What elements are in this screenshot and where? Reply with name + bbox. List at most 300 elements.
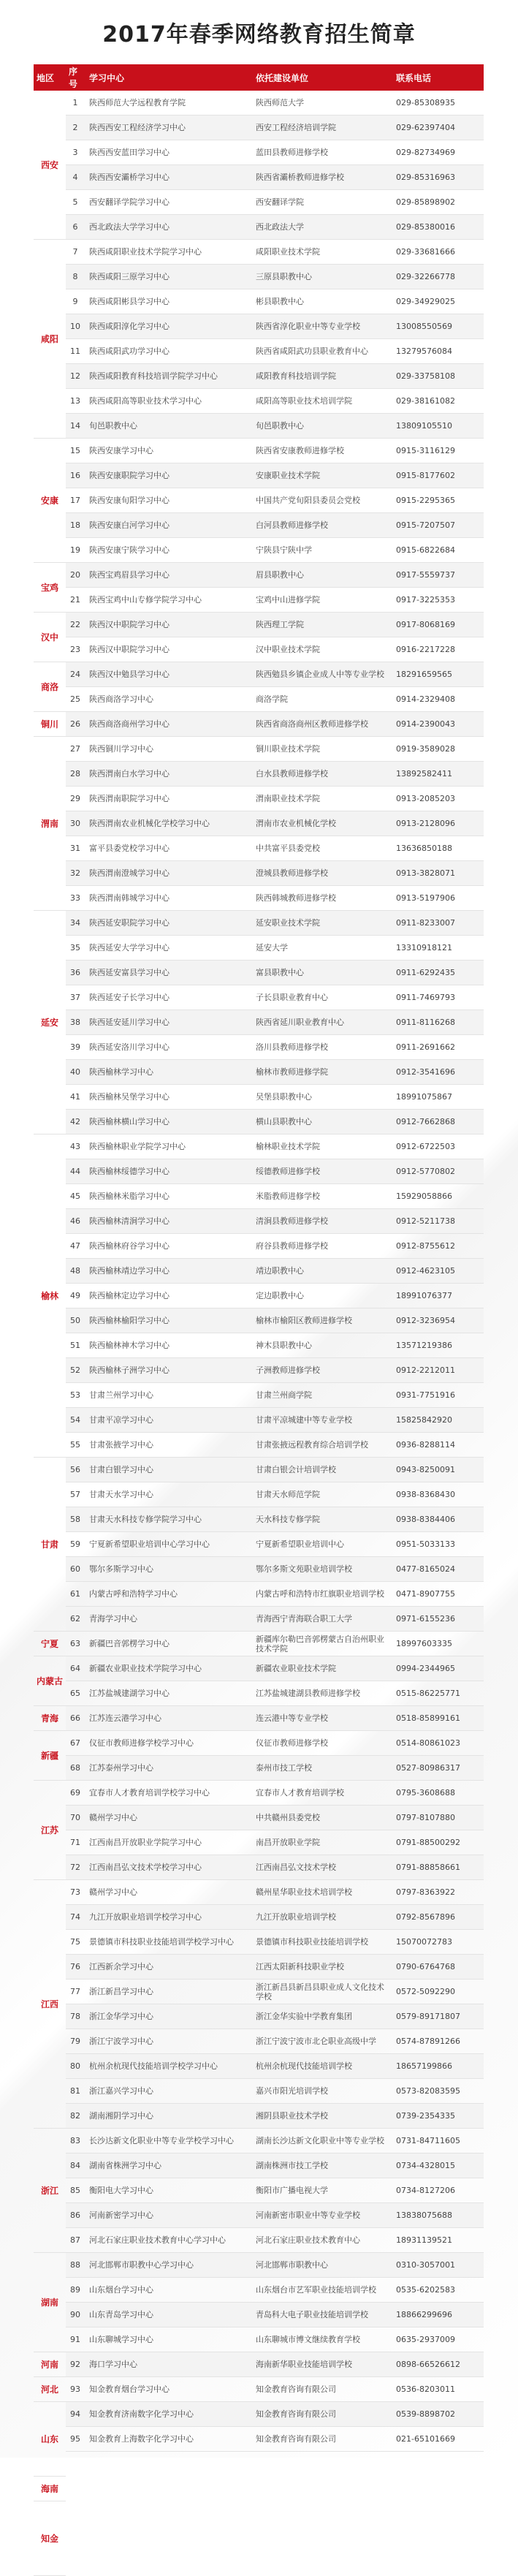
host-unit: 陕西省商洛商州区教师进修学校 [256, 719, 368, 729]
row-number: 45 [70, 1192, 80, 1201]
center-name: 陕西渭南职院学习中心 [89, 794, 170, 803]
row-number: 13 [70, 396, 80, 406]
phone-number: 18866299696 [396, 2310, 452, 2319]
header-no: 序号 [69, 67, 78, 89]
center-name: 陕西汉中职院学习中心 [89, 620, 170, 629]
row-number: 42 [70, 1117, 80, 1126]
phone-number: 0573-82083595 [396, 2086, 460, 2096]
center-name: 陕西榆林横山学习中心 [89, 1117, 170, 1126]
phone-number: 0915-3116129 [396, 446, 455, 455]
row-number: 44 [70, 1167, 80, 1176]
host-unit: 延安职业技术学院 [256, 918, 320, 928]
center-name: 江西新余学习中心 [89, 1962, 153, 1971]
table-row [66, 389, 484, 414]
phone-number: 0739-2354335 [396, 2111, 455, 2121]
center-name: 陕西榆林定边学习中心 [89, 1291, 170, 1300]
host-unit: 澄城县教师进修学校 [256, 868, 328, 878]
center-name: 甘肃兰州学习中心 [89, 1390, 153, 1400]
row-number: 47 [70, 1241, 80, 1251]
phone-number: 15929058866 [396, 1192, 452, 1201]
host-unit: 天水科技专修学院 [256, 1515, 320, 1524]
table-row [66, 2153, 484, 2178]
phone-number: 0579-89171807 [396, 2012, 460, 2021]
phone-number: 0936-8288114 [396, 1440, 455, 1450]
host-unit: 榆林市教师进修学院 [256, 1067, 328, 1077]
row-number: 43 [70, 1142, 80, 1151]
table-row [66, 414, 484, 439]
center-name: 浙江金华学习中心 [89, 2012, 153, 2021]
host-unit: 嘉兴市阳光培训学校 [256, 2086, 328, 2096]
center-name: 旬邑职教中心 [89, 421, 137, 431]
center-name: 陕西咸阳彬县学习中心 [89, 297, 170, 306]
table-row [66, 613, 484, 637]
phone-number: 0912-5770802 [396, 1167, 455, 1176]
table-row [66, 687, 484, 712]
center-name: 浙江嘉兴学习中心 [89, 2086, 153, 2096]
host-unit: 横山县职教中心 [256, 1117, 312, 1126]
header-phone: 联系电话 [396, 72, 432, 83]
center-name: 浙江新昌学习中心 [89, 1987, 153, 1996]
region-cell: 铜川 [34, 712, 66, 737]
row-number: 38 [70, 1018, 80, 1027]
row-number: 91 [70, 2335, 80, 2344]
host-unit: 洛川县教师进修学校 [256, 1042, 328, 1052]
row-number: 85 [70, 2186, 80, 2195]
center-name: 九江开放职业培训学校学习中心 [89, 1912, 202, 1922]
phone-number: 0911-7469793 [396, 993, 455, 1002]
host-unit: 陕西省淳化职业中等专业学校 [256, 322, 360, 331]
table-row [66, 836, 484, 861]
row-number: 16 [70, 471, 80, 480]
table-row [66, 2004, 484, 2029]
table-row [66, 737, 484, 762]
table-row [66, 787, 484, 811]
row-number: 71 [70, 1838, 80, 1847]
region-cell: 宁夏 [34, 1632, 66, 1656]
host-unit: 陕西省安康教师进修学校 [256, 446, 344, 455]
host-unit: 商洛学院 [256, 694, 288, 704]
table-row [66, 1756, 484, 1781]
host-unit: 眉县职教中心 [256, 570, 304, 580]
phone-number: 0917-3225353 [396, 595, 455, 605]
table-row [66, 1035, 484, 1060]
host-unit: 青岛科大电子职业技能培训学校 [256, 2310, 368, 2319]
phone-number: 029-82734969 [396, 148, 455, 157]
center-name: 陕西商洛学习中心 [89, 694, 153, 704]
row-number: 1 [72, 98, 78, 107]
row-number: 24 [70, 670, 80, 679]
table-row [66, 1010, 484, 1035]
table-row [66, 1159, 484, 1184]
host-unit: 陕西理工学院 [256, 620, 304, 629]
row-number: 9 [72, 297, 78, 306]
center-name: 陕西咸阳职业技术学院学习中心 [89, 247, 202, 257]
row-number: 82 [70, 2111, 80, 2121]
region-cell: 甘肃 [34, 1458, 66, 1632]
row-number: 81 [70, 2086, 80, 2096]
row-number: 52 [70, 1365, 80, 1375]
table-row [66, 289, 484, 314]
host-unit: 新疆库尔勒巴音郭楞蒙古自治州职业技术学院 [256, 1634, 384, 1653]
table-row [66, 1308, 484, 1333]
phone-number: 0914-2329408 [396, 694, 455, 704]
row-number: 55 [70, 1440, 80, 1450]
host-unit: 湖南长沙达新文化职业中等专业学校 [256, 2136, 384, 2145]
table-row [66, 1781, 484, 1806]
center-name: 甘肃天水科技专修学院学习中心 [89, 1515, 202, 1524]
host-unit: 汉中职业技术学院 [256, 645, 320, 654]
row-number: 53 [70, 1390, 80, 1400]
table-row [66, 2203, 484, 2228]
center-name: 陕西榆林靖边学习中心 [89, 1266, 170, 1276]
center-name: 陕西汉中勉县学习中心 [89, 670, 170, 679]
phone-number: 13279576084 [396, 346, 452, 356]
phone-number: 0527-80986317 [396, 1763, 460, 1773]
table-row [66, 2352, 484, 2377]
host-unit: 新疆农业职业技术学院 [256, 1664, 336, 1673]
phone-number: 021-65101669 [396, 2434, 455, 2444]
center-name: 陕西安康职院学习中心 [89, 471, 170, 480]
row-number: 51 [70, 1341, 80, 1350]
center-name: 知金教育烟台学习中心 [89, 2384, 170, 2394]
row-number: 33 [70, 893, 80, 903]
row-number: 2 [72, 123, 78, 132]
row-number: 87 [70, 2235, 80, 2245]
phone-number: 0913-5197906 [396, 893, 455, 903]
phone-number: 0931-7751916 [396, 1390, 455, 1400]
table-row [66, 1830, 484, 1855]
row-number: 17 [70, 496, 80, 505]
host-unit: 内蒙古呼和浩特市红旗职业培训学校 [256, 1589, 384, 1599]
table-row [66, 513, 484, 538]
phone-number: 13838075688 [396, 2211, 452, 2220]
center-name: 宁夏新希望职业培训中心学习中心 [89, 1539, 210, 1549]
center-name: 衡阳电大学习中心 [89, 2186, 153, 2195]
center-name: 陕西咸阳教育科技培训学院学习中心 [89, 371, 218, 381]
center-name: 内蒙古呼和浩特学习中心 [89, 1589, 178, 1599]
row-number: 88 [70, 2260, 80, 2270]
phone-number: 0912-3236954 [396, 1316, 455, 1325]
table-row [66, 961, 484, 985]
host-unit: 咸阳职业技术学院 [256, 247, 320, 257]
phone-number: 15070072783 [396, 1937, 452, 1947]
host-unit: 子洲教师进修学校 [256, 1365, 320, 1375]
row-number: 61 [70, 1589, 80, 1599]
host-unit: 海南新华职业技能培训学校 [256, 2360, 352, 2369]
phone-number: 029-62397404 [396, 123, 455, 132]
row-number: 8 [72, 272, 78, 281]
phone-number: 029-32266778 [396, 272, 455, 281]
host-unit: 三原县职教中心 [256, 272, 312, 281]
host-unit: 西安翻译学院 [256, 197, 304, 207]
host-unit: 渭南职业技术学院 [256, 794, 320, 803]
row-number: 29 [70, 794, 80, 803]
row-number: 28 [70, 769, 80, 779]
phone-number: 0791-88858661 [396, 1863, 460, 1872]
center-name: 陕西渭南澄城学习中心 [89, 868, 170, 878]
phone-number: 0535-6202583 [396, 2285, 455, 2295]
host-unit: 府谷县教师进修学校 [256, 1241, 328, 1251]
phone-number: 0310-3057001 [396, 2260, 455, 2270]
table-row [66, 1184, 484, 1209]
region-cell: 河北 [34, 2377, 66, 2402]
center-name: 鄂尔多斯学习中心 [89, 1564, 153, 1574]
host-unit: 知金教育咨询有限公司 [256, 2409, 336, 2419]
table-row [66, 91, 484, 115]
phone-number: 0911-2691662 [396, 1042, 455, 1052]
host-unit: 陕西勉县乡镇企业成人中等专业学校 [256, 670, 384, 679]
table-body [34, 91, 484, 2576]
host-unit: 江西太阳新科技职业学校 [256, 1962, 344, 1971]
center-name: 甘肃平凉学习中心 [89, 1415, 153, 1425]
host-unit: 神木县职教中心 [256, 1341, 312, 1350]
table-row [66, 1433, 484, 1458]
row-number: 10 [70, 322, 80, 331]
phone-number: 13571219386 [396, 1341, 452, 1350]
center-name: 陕西延安大学学习中心 [89, 943, 170, 952]
host-unit: 连云港中等专业学校 [256, 1713, 328, 1723]
table-row [66, 1482, 484, 1507]
center-name: 陕西渭南韩城学习中心 [89, 893, 170, 903]
region-cell: 安康 [34, 439, 66, 563]
table-row [66, 662, 484, 687]
region-cell: 渭南 [34, 737, 66, 911]
table-row [66, 1259, 484, 1284]
host-unit: 清涧县教师进修学校 [256, 1216, 328, 1226]
region-cell: 西安 [34, 91, 66, 240]
phone-number: 0951-5033133 [396, 1539, 455, 1549]
host-unit: 子长县职业教育中心 [256, 993, 328, 1002]
center-name: 仪征市教师进修学校学习中心 [89, 1738, 194, 1748]
phone-number: 0731-84711605 [396, 2136, 460, 2145]
row-number: 49 [70, 1291, 80, 1300]
host-unit: 铜川职业技术学院 [256, 744, 320, 754]
phone-number: 0795-3608688 [396, 1788, 455, 1797]
table-row [66, 1731, 484, 1756]
table-row [66, 2029, 484, 2054]
region-cell: 江苏 [34, 1781, 66, 1880]
row-number: 25 [70, 694, 80, 704]
phone-number: 029-38161082 [396, 396, 455, 406]
host-unit: 宁陕县宁陕中学 [256, 545, 312, 555]
table-row [66, 936, 484, 961]
center-name: 陕西延安延川学习中心 [89, 1018, 170, 1027]
row-number: 79 [70, 2037, 80, 2046]
host-unit: 西北政法大学 [256, 222, 304, 232]
row-number: 58 [70, 1515, 80, 1524]
header-region: 地区 [37, 72, 55, 83]
row-number: 35 [70, 943, 80, 952]
host-unit: 陕西省灞桥教师进修学校 [256, 173, 344, 182]
center-name: 陕西榆林子洲学习中心 [89, 1365, 170, 1375]
row-number: 80 [70, 2061, 80, 2071]
table-row [66, 1383, 484, 1408]
center-name: 陕西宝鸡中山专修学院学习中心 [89, 595, 202, 605]
table-row [66, 190, 484, 215]
center-name: 陕西渭南白水学习中心 [89, 769, 170, 779]
host-unit: 西安工程经济培训学院 [256, 123, 336, 132]
phone-number: 0912-7662868 [396, 1117, 455, 1126]
center-name: 陕西延安富县学习中心 [89, 968, 170, 977]
center-name: 陕西安康白河学习中心 [89, 520, 170, 530]
row-number: 78 [70, 2012, 80, 2021]
phone-number: 0734-4328015 [396, 2161, 455, 2170]
row-number: 48 [70, 1266, 80, 1276]
center-name: 陕西师范大学远程教育学院 [89, 98, 186, 107]
phone-number: 13636850188 [396, 844, 452, 853]
center-name: 海口学习中心 [89, 2360, 137, 2369]
row-number: 70 [70, 1813, 80, 1822]
table-row [66, 463, 484, 488]
host-unit: 青海西宁青海联合职工大学 [256, 1614, 352, 1624]
host-unit: 仪征市教师进修学校 [256, 1738, 328, 1748]
center-name: 河北邯郸市职教中心学习中心 [89, 2260, 194, 2270]
table-row [66, 538, 484, 563]
host-unit: 陕西省延川职业教育中心 [256, 1018, 344, 1027]
phone-number: 0797-8107880 [396, 1813, 455, 1822]
row-number: 5 [72, 197, 78, 207]
phone-number: 0898-66526612 [396, 2360, 460, 2369]
center-name: 江苏泰州学习中心 [89, 1763, 153, 1773]
host-unit: 赣州星华职业技术培训学校 [256, 1887, 352, 1897]
region-cell: 延安 [34, 911, 66, 1134]
row-number: 41 [70, 1092, 80, 1102]
table-row [66, 1582, 484, 1607]
row-number: 77 [70, 1987, 80, 1996]
phone-number: 0572-5092290 [396, 1987, 455, 1996]
phone-number: 0792-8567896 [396, 1912, 455, 1922]
center-name: 西安翻译学院学习中心 [89, 197, 170, 207]
header-unit: 依托建设单位 [256, 72, 309, 83]
table-row [66, 339, 484, 364]
center-name: 陕西榆林神木学习中心 [89, 1341, 170, 1350]
row-number: 30 [70, 819, 80, 828]
host-unit: 米脂教师进修学校 [256, 1192, 320, 1201]
table-row [66, 1557, 484, 1582]
table-row [66, 712, 484, 737]
center-name: 陕西咸阳三原学习中心 [89, 272, 170, 281]
host-unit: 陕西韩城教师进修学校 [256, 893, 336, 903]
table-row [66, 1134, 484, 1159]
phone-number: 0911-8116268 [396, 1018, 455, 1027]
phone-number: 0994-2344965 [396, 1664, 455, 1673]
table-row [66, 2104, 484, 2129]
enrollment-table [34, 64, 484, 2576]
row-number: 69 [70, 1788, 80, 1797]
center-name: 陕西汉中职院学习中心 [89, 645, 170, 654]
table-row [66, 1855, 484, 1880]
phone-number: 18657199866 [396, 2061, 452, 2071]
row-number: 65 [70, 1689, 80, 1698]
row-number: 4 [72, 173, 78, 182]
host-unit: 咸阳高等职业技术培训学院 [256, 396, 352, 406]
center-name: 宜春市人才教育培训学校学习中心 [89, 1788, 210, 1797]
center-name: 河北石家庄职业技术教育中心学习中心 [89, 2235, 226, 2245]
host-unit: 白河县教师进修学校 [256, 520, 328, 530]
center-name: 陕西榆林清涧学习中心 [89, 1216, 170, 1226]
region-cell: 汉中 [34, 613, 66, 662]
region-cell: 知金 [34, 2501, 66, 2576]
phone-number: 0536-8203011 [396, 2384, 455, 2394]
phone-number: 0797-8363922 [396, 1887, 455, 1897]
row-number: 62 [70, 1614, 80, 1624]
table-row [66, 1060, 484, 1085]
row-number: 64 [70, 1664, 80, 1673]
phone-number: 0574-87891266 [396, 2037, 460, 2046]
row-number: 59 [70, 1539, 80, 1549]
phone-number: 0477-8165024 [396, 1564, 455, 1574]
row-number: 54 [70, 1415, 80, 1425]
host-unit: 宁夏新希望职业培训中心 [256, 1539, 344, 1549]
phone-number: 0912-8755612 [396, 1241, 455, 1251]
center-name: 西北政法大学学习中心 [89, 222, 170, 232]
table-row [66, 2427, 484, 2452]
center-name: 陕西商洛商州学习中心 [89, 719, 170, 729]
host-unit: 甘肃张掖远程教育综合培训学校 [256, 1440, 368, 1450]
center-name: 陕西延安职院学习中心 [89, 918, 170, 928]
row-number: 11 [70, 346, 80, 356]
host-unit: 咸阳教育科技培训学院 [256, 371, 336, 381]
host-unit: 蓝田县教师进修学校 [256, 148, 328, 157]
row-number: 75 [70, 1937, 80, 1947]
host-unit: 河南新密市职业中等专业学校 [256, 2211, 360, 2220]
center-name: 山东聊城学习中心 [89, 2335, 153, 2344]
phone-number: 029-85380016 [396, 222, 455, 232]
phone-number: 029-33758108 [396, 371, 455, 381]
row-number: 95 [70, 2434, 80, 2444]
center-name: 甘肃天水学习中心 [89, 1490, 153, 1499]
center-name: 青海学习中心 [89, 1614, 137, 1624]
table-row [66, 1905, 484, 1930]
host-unit: 浙江宁波宁波市北仑职业高级中学 [256, 2037, 376, 2046]
table-row [66, 1632, 484, 1656]
center-name: 陕西渭南农业机械化学校学习中心 [89, 819, 210, 828]
row-number: 72 [70, 1863, 80, 1872]
row-number: 93 [70, 2384, 80, 2394]
phone-number: 0635-2937009 [396, 2335, 455, 2344]
table-row [66, 985, 484, 1010]
center-name: 陕西安康学习中心 [89, 446, 153, 455]
host-unit: 江西南昌弘文技术学校 [256, 1863, 336, 1872]
table-row [66, 1333, 484, 1358]
center-name: 知金教育上海数字化学习中心 [89, 2434, 194, 2444]
center-name: 河南新密学习中心 [89, 2211, 153, 2220]
row-number: 92 [70, 2360, 80, 2369]
phone-number: 0914-2390043 [396, 719, 455, 729]
row-number: 32 [70, 868, 80, 878]
host-unit: 衡阳市广播电视大学 [256, 2186, 328, 2195]
phone-number: 0943-8250091 [396, 1465, 455, 1474]
table-row [66, 1458, 484, 1482]
table-row [66, 1110, 484, 1134]
center-name: 富平县委党校学习中心 [89, 844, 170, 853]
center-name: 山东烟台学习中心 [89, 2285, 153, 2295]
center-name: 江苏连云港学习中心 [89, 1713, 161, 1723]
row-number: 3 [72, 148, 78, 157]
page-title: 2017年春季网络教育招生简章 [102, 22, 416, 48]
table-row [66, 2278, 484, 2303]
row-number: 7 [72, 247, 78, 257]
row-number: 34 [70, 918, 80, 928]
table-row [66, 2402, 484, 2427]
phone-number: 0911-6292435 [396, 968, 455, 977]
table-row [66, 1085, 484, 1110]
region-cell: 浙江 [34, 2129, 66, 2253]
phone-number: 18291659565 [396, 670, 452, 679]
row-number: 74 [70, 1912, 80, 1922]
table-row [66, 886, 484, 911]
table-row [66, 2054, 484, 2079]
